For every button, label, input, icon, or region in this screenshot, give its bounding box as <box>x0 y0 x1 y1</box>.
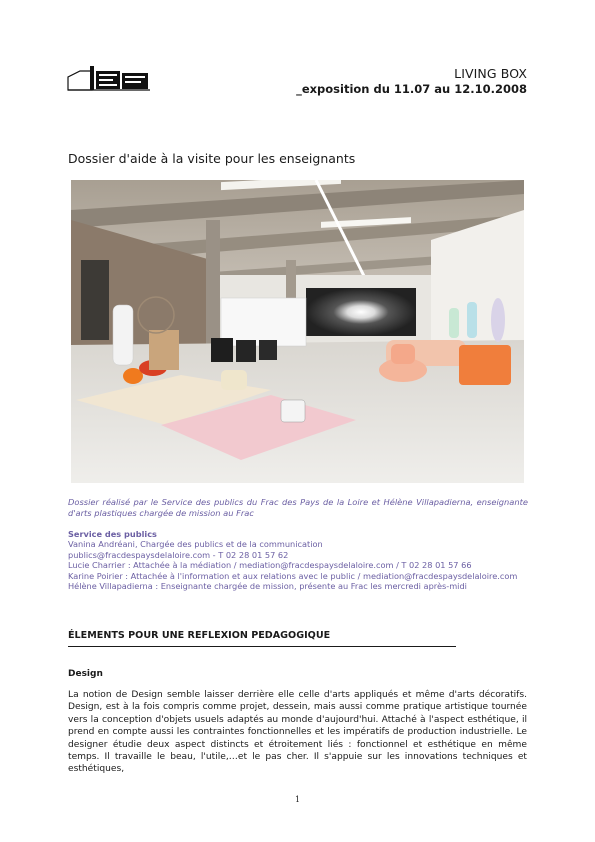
document-title: Dossier d'aide à la visite pour les enseignants <box>68 151 356 166</box>
service-heading: Service des publics <box>68 529 157 539</box>
service-line: Karine Poirier : Attachée à l'information et aux relations avec le public / mediation@fracdespaysdelaloire.com <box>68 570 518 581</box>
section-title: ÉLEMENTS POUR UNE REFLEXION PEDAGOGIQUE <box>68 630 331 641</box>
service-line: publics@fracdespaysdelaloire.com - T 02 28 01 57 62 <box>68 549 289 560</box>
credit-note: Dossier réalisé par le Service des publics du Frac des Pays de la Loire et Hélène Villapadierna, enseignante d'arts plastiques chargée de mission au Frac <box>68 497 528 518</box>
exhibition-dates: _exposition du 11.07 au 12.10.2008 <box>296 82 527 96</box>
exhibition-hall-photo <box>71 180 524 483</box>
section-underline <box>68 646 456 647</box>
service-publics-block <box>68 529 538 591</box>
subsection-heading: Design <box>68 669 103 679</box>
frac-logo <box>66 63 152 93</box>
body-paragraph: La notion de Design semble laisser derrière elle celle d'arts appliqués et même d'arts décoratifs. Design, est à la fois compris comme projet, dessein, mais aussi comme pratique artistique tournée vers la conception d'objets usuels adaptés au monde d'aujourd'hui. Attaché à l'aspect esthétique, il prend en compte aussi les contraintes fonctionnelles et les impératifs de production industrielle. Le designer étudie deux aspect distincts et étroitement liés : fonctionnel et esthétique en même temps. Il travaille le beau, l'utile,…et le pas cher. Il s'appuie sur les innovations techniques et esthétiques, <box>68 690 527 775</box>
page-number: 1 <box>294 795 301 804</box>
service-line: Vanina Andréani, Chargée des publics et de la communication <box>68 539 323 550</box>
exhibition-title: LIVING BOX <box>454 66 527 81</box>
service-line: Lucie Charrier : Attachée à la médiation / mediation@fracdespaysdelaloire.com / T 02 28 01 57 66 <box>68 560 472 571</box>
service-line: Hélène Villapadierna : Enseignante chargée de mission, présente au Frac les mercredi après-midi <box>68 581 467 592</box>
